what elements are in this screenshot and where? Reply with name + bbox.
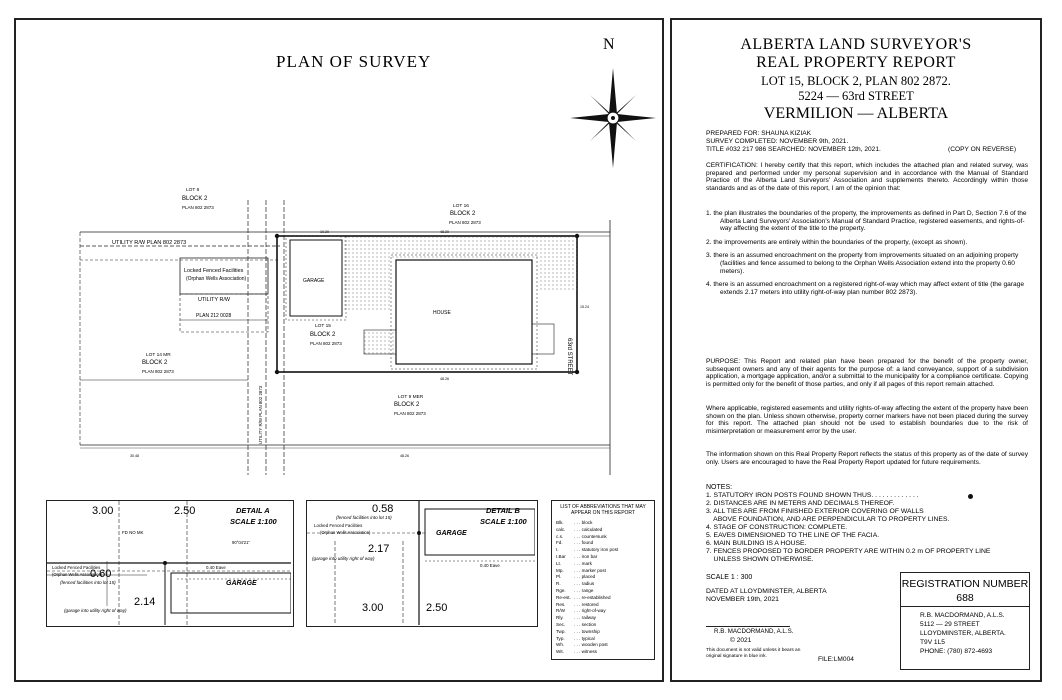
detail-a-dim-250: 2.50 xyxy=(174,505,196,517)
abbreviation-meaning: . . . countersunk xyxy=(574,533,607,539)
abbreviation-meaning: . . . wooden post xyxy=(574,642,608,648)
abbreviation-row xyxy=(556,588,650,595)
detail-b-eave: 0.40 Eave xyxy=(480,563,500,568)
note-7: 7. FENCES PROPOSED TO BORDER PROPERTY ARE WITHIN 0.2 m OF PROPERTY LINE xyxy=(706,548,991,555)
abbreviation-meaning: . . . typical xyxy=(574,635,595,641)
abbreviation-code: Lt. xyxy=(556,560,562,566)
abbreviation-row xyxy=(556,527,650,534)
detail-a-fd-label: FD NO MK xyxy=(122,530,144,535)
note-3: 3. ALL TIES ARE FROM FINISHED EXTERIOR COVERING OF WALLS xyxy=(706,508,924,515)
detail-b-garage: GARAGE xyxy=(436,530,467,537)
abbreviation-code: Sec. xyxy=(556,621,566,627)
abbreviation-row xyxy=(556,568,650,575)
svg-text:30.48: 30.48 xyxy=(130,454,139,458)
dated-at: DATED AT LLOYDMINSTER, ALBERTA xyxy=(706,588,827,595)
detail-b-dim-058: 0.58 xyxy=(372,503,394,515)
abbreviation-row xyxy=(556,602,650,609)
abbreviation-code: Pl. xyxy=(556,574,562,580)
abbreviation-meaning: . . . marker post xyxy=(574,567,606,573)
lot15-plan: PLAN 802 2873 xyxy=(310,341,342,346)
detail-a-scale: SCALE 1:100 xyxy=(230,517,277,526)
note-7b: UNLESS SHOWN OTHERWISE. xyxy=(706,556,814,563)
lot16-plan: PLAN 802 2873 xyxy=(449,220,481,225)
abbreviation-meaning: . . . re-established xyxy=(574,594,611,600)
abbreviation-row xyxy=(556,649,650,656)
notes-list xyxy=(706,492,1036,564)
cert-point-1: 1. the plan illustrates the boundaries of the property, the improvements as defined in Part D, Section 7.6 of the Alberta Land Surveyors' Association's Manual of Standard Practice, registered easements, and rights-of-way affecting the extent of the title to the property. xyxy=(706,210,1027,233)
abbreviation-code: Fd. xyxy=(556,540,563,546)
lot15-block: BLOCK 2 xyxy=(310,332,336,338)
detail-a-dim-300: 3.00 xyxy=(92,505,114,517)
detail-b-orphan: (Orphan Wells Association) xyxy=(320,530,371,535)
plan-2120028-label: PLAN 212 0028 xyxy=(196,313,232,319)
detail-a-garage-note: (garage into utility right of way) xyxy=(64,608,127,613)
utility-rw-vertical-label: UTILITY R/W PLAN 802 2873 xyxy=(258,385,263,444)
note-5: 5. EAVES DIMENSIONED TO THE LINE OF THE FACIA. xyxy=(706,532,880,539)
iron-post-symbol-icon xyxy=(968,494,973,499)
report-address: 5224 — 63rd STREET xyxy=(798,89,914,103)
detail-a-orphan: (Orphan Wells Association) xyxy=(52,572,103,577)
lot9-label: LOT 9 MER xyxy=(398,395,424,400)
cert-point-4: 4. there is an assumed encroachment on a registered right-of-way which may affect extent of title (the garage extends 2.17 meters into utility right-of-way plan number 802 2873). xyxy=(706,281,1025,296)
abbreviation-row xyxy=(556,636,650,643)
firm-city: LLOYDMINSTER, ALBERTA. xyxy=(920,630,1006,637)
abbreviation-row xyxy=(556,574,650,581)
lot16-label: LOT 16 xyxy=(453,204,469,209)
note-6: 6. MAIN BUILDING IS A HOUSE. xyxy=(706,540,807,547)
abbreviation-meaning: . . . section xyxy=(574,621,597,627)
copyright: © 2021 xyxy=(730,637,752,644)
street-label: 63rd STREET xyxy=(566,338,572,376)
detail-b-dim-217: 2.17 xyxy=(368,543,390,555)
abbreviation-code: Mp. xyxy=(556,567,564,573)
abbreviation-row xyxy=(556,622,650,629)
lot15-label: LOT 15 xyxy=(315,324,331,329)
svg-text:10.20: 10.20 xyxy=(320,230,329,234)
abbreviation-code: I.Bar xyxy=(556,553,566,559)
abbreviation-meaning: . . . block xyxy=(574,520,593,525)
svg-text:48.26: 48.26 xyxy=(440,377,449,381)
abbreviation-row xyxy=(556,629,650,636)
lot14-block: BLOCK 2 xyxy=(142,360,168,366)
abbreviation-code: Twp. xyxy=(556,628,566,634)
abbreviation-code: Rly. xyxy=(556,615,564,621)
firm-postal: T9V 1L5 xyxy=(920,639,945,646)
detail-b-garage-note: (garage into utility right of way) xyxy=(312,556,375,561)
abbreviation-row xyxy=(556,595,650,602)
abbreviation-row xyxy=(556,561,650,568)
detail-a-fenced-note: (fenced facilities into lot 15) xyxy=(60,580,116,585)
detail-a-dim-214: 2.14 xyxy=(134,596,156,608)
abbreviations-list xyxy=(556,520,650,656)
utility-rw-top-label: UTILITY R/W PLAN 802 2873 xyxy=(112,240,187,246)
abbreviation-code: Wh. xyxy=(556,642,565,648)
lot14-label: LOT 14 MR xyxy=(146,353,171,358)
abbreviation-row xyxy=(556,581,650,588)
north-letter: N xyxy=(603,36,615,53)
abbreviation-meaning: . . . township xyxy=(574,628,600,634)
validity-note: This document is not valid unless it bears an original signature in blue ink. xyxy=(706,648,801,659)
svg-text:48.20: 48.20 xyxy=(440,230,449,234)
registration-label-text: REGISTRATION NUMBER xyxy=(901,578,1029,590)
abbreviation-meaning: . . . calculated xyxy=(574,526,603,532)
abbreviation-code: I. xyxy=(556,547,559,553)
abbreviation-meaning: . . . railway xyxy=(574,615,596,621)
abbreviation-code: Rge. xyxy=(556,587,566,593)
abbreviation-row xyxy=(556,642,650,649)
abbreviation-row xyxy=(556,554,650,561)
firm-phone: PHONE: (780) 872-4693 xyxy=(920,648,993,655)
abbreviation-meaning: . . . right-of-way xyxy=(574,608,606,614)
note-4: 4. STAGE OF CONSTRUCTION: COMPLETE. xyxy=(706,524,848,531)
firm-name: R.B. MACDORMAND, A.L.S. xyxy=(920,612,1005,619)
survey-completed: SURVEY COMPLETED: NOVEMBER 9th, 2021. xyxy=(706,138,849,145)
utility-rw-label: UTILITY R/W xyxy=(198,297,230,303)
lot6-plan: PLAN 802 2873 xyxy=(182,205,214,210)
note-2: 2. DISTANCES ARE IN METERS AND DECIMALS THEREOF. xyxy=(706,500,895,507)
signer-name: R.B. MACDORMAND, A.L.S. xyxy=(714,628,794,635)
detail-a-fenced: Locked Fenced Facilities xyxy=(52,565,101,570)
north-arrow-icon xyxy=(570,68,656,168)
detail-a-dim-060: 0.60 xyxy=(90,568,112,580)
abbreviation-meaning: . . . statutory iron post xyxy=(574,547,619,553)
detail-a-garage: GARAGE xyxy=(226,580,257,587)
lot9-plan: PLAN 802 2873 xyxy=(394,411,426,416)
copy-on-reverse: (COPY ON REVERSE) xyxy=(948,146,1017,153)
detail-a-title: DETAIL A xyxy=(236,506,270,515)
purpose-text-2: Where applicable, registered easements and utility rights-of-way affecting the extent of the property have been shown on the plan. Unless shown otherwise, property corner markers have not been placed during the survey for this report. The attached plan should not be used to establish boundaries due to the risk of misinterpretation or measurement error by the user. xyxy=(706,405,1028,435)
abbreviation-code: calc. xyxy=(556,526,566,532)
abbreviation-code: R. xyxy=(556,581,561,587)
abbreviation-row xyxy=(556,615,650,622)
detail-a-eave: 0.40 Eave xyxy=(206,565,226,570)
abbreviation-row xyxy=(556,540,650,547)
abbreviations-box xyxy=(551,500,655,660)
abbreviation-code: Res. xyxy=(556,601,566,607)
svg-text:48.26: 48.26 xyxy=(400,454,409,458)
detail-b-fenced-note: (fenced facilities into lot 15) xyxy=(336,515,392,520)
dated-on: NOVEMBER 19th, 2021 xyxy=(706,596,779,603)
report-heading-1: ALBERTA LAND SURVEYOR'S xyxy=(740,36,972,53)
abbreviation-meaning: . . . found xyxy=(574,540,594,546)
garage-label: GARAGE xyxy=(303,278,325,284)
cert-point-3: 3. there is an assumed encroachment on the property from improvements situated on an adjoining property (facilities and fence assumed to belong to the Orphan Wells Association extend into the property 0.60 meters). xyxy=(706,252,1019,275)
abbreviation-code: Blk. xyxy=(556,520,564,525)
plan-drawing xyxy=(20,180,650,500)
registration-number: 688 xyxy=(956,592,974,604)
title-searched: TITLE #032 217 986 SEARCHED: NOVEMBER 12th, 2021. xyxy=(706,146,881,153)
lot6-label: LOT 6 xyxy=(186,188,200,193)
house-label: HOUSE xyxy=(433,310,451,316)
abbreviation-code: Wit. xyxy=(556,649,564,655)
abbreviation-meaning: . . . iron bar xyxy=(574,553,598,559)
detail-b-scale: SCALE 1:100 xyxy=(480,517,527,526)
report-heading-2: REAL PROPERTY REPORT xyxy=(756,54,956,71)
lot14-plan: PLAN 802 2873 xyxy=(142,369,174,374)
note-3b: ABOVE FOUNDATION, AND ARE PERPENDICULAR TO PROPERTY LINES. xyxy=(706,516,950,523)
prepared-for: PREPARED FOR: SHAUNA KIZIAK xyxy=(706,130,812,137)
abbreviations-title: LIST OF ABBREVIATIONS THAT MAY APPEAR ON THIS REPORT xyxy=(560,504,646,516)
detail-a-angle: 90°04'21" xyxy=(232,540,250,545)
abbreviation-meaning: . . . radius xyxy=(574,581,595,587)
plan-title: PLAN OF SURVEY xyxy=(276,52,432,71)
file-number: FILE:LM004 xyxy=(818,656,854,663)
detail-b-title: DETAIL B xyxy=(486,506,520,515)
abbreviation-meaning: . . . restored xyxy=(574,601,599,607)
abbreviation-meaning: . . . mark xyxy=(574,560,592,566)
fenced-facilities-label: Locked Fenced Facilities xyxy=(184,268,244,274)
detail-b-dim-250: 2.50 xyxy=(426,602,448,614)
certification-text: CERTIFICATION: I hereby certify that this report, which includes the attached plan and related survey, was prepared and performed under my personal supervision and in accordance with the Manual of Standard Practice of the Alberta Land Surveyors' Association and supplements thereto. Accordingly within those standards and as of the date of this report, I am of the opinion that: xyxy=(706,162,1028,192)
purpose-text-3: The information shown on this Real Property Report reflects the status of this property as of the date of survey only. Users are encouraged to have the Real Property Report updated for future requirements. xyxy=(706,451,1028,466)
report-lot-line: LOT 15, BLOCK 2, PLAN 802 2872. xyxy=(761,74,951,88)
cert-point-2: 2. the improvements are entirely within the boundaries of the property, (except as shown). xyxy=(706,238,968,246)
abbreviation-code: c.s. xyxy=(556,533,564,539)
firm-street: 5112 — 29 STREET xyxy=(920,621,980,628)
lot6-block: BLOCK 2 xyxy=(182,196,208,202)
abbreviation-code: R/W xyxy=(556,608,565,614)
detail-b-fenced: Locked Fenced Facilities xyxy=(314,523,363,528)
note-1: 1. STATUTORY IRON POSTS FOUND SHOWN THUS. . . . . . . . . . . . . xyxy=(706,492,919,499)
abbreviation-row xyxy=(556,608,650,615)
registration-divider xyxy=(901,606,1029,607)
detail-b-dim-300: 3.00 xyxy=(362,602,384,614)
abbreviation-row xyxy=(556,547,650,554)
abbreviation-code: Re-est. xyxy=(556,594,571,600)
abbreviation-row xyxy=(556,534,650,541)
abbreviation-meaning: . . . range xyxy=(574,587,594,593)
abbreviation-row xyxy=(556,520,650,527)
signature-line xyxy=(706,626,790,627)
orphan-wells-label: (Orphan Wells Association) xyxy=(186,276,247,282)
scale-text: SCALE 1 : 300 xyxy=(706,574,753,581)
purpose-text: PURPOSE: This Report and related plan have been prepared for the benefit of the property owner, subsequent owners and any of their agents for the purpose of: a land conveyance, support of a subdivision application, a mortgage application, and/or a submittal to the municipality for a compliance certificate. Copying is permitted only for the benefit of those parties, and only if all pages of this report remain attached. xyxy=(706,358,1028,388)
abbreviation-code: Typ. xyxy=(556,635,565,641)
report-town: VERMILION — ALBERTA xyxy=(763,105,949,122)
lot9-block: BLOCK 2 xyxy=(394,402,420,408)
svg-text:15.24: 15.24 xyxy=(580,305,589,309)
notes-title: NOTES: xyxy=(706,484,733,491)
abbreviation-meaning: . . . witness xyxy=(574,649,597,655)
abbreviation-meaning: . . . placed xyxy=(574,574,596,580)
certification-points xyxy=(706,210,1028,296)
lot16-block: BLOCK 2 xyxy=(450,211,476,217)
